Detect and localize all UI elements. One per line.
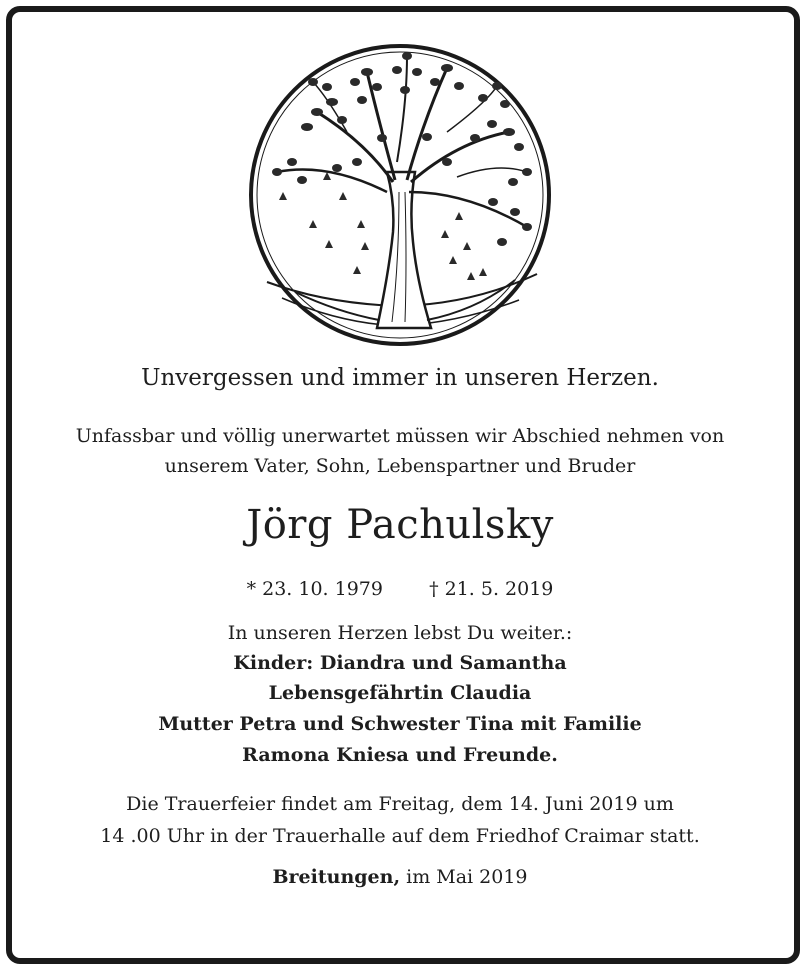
mourners-intro: In unseren Herzen lebst Du weiter.: — [227, 622, 573, 644]
birth-date: * 23. 10. 1979 — [246, 578, 383, 600]
intro-line-1: Unfassbar und völlig unerwartet müssen wir Abschied nehmen von — [75, 425, 725, 447]
life-dates — [0, 578, 800, 600]
tree-of-life-icon — [247, 42, 553, 348]
mourner-line-1: Kinder: Diandra und Samantha — [233, 652, 567, 674]
motto: Unvergessen und immer in unseren Herzen. — [141, 365, 659, 391]
mourner-line-4: Ramona Kniesa und Freunde. — [242, 744, 558, 766]
mourner-line-3: Mutter Petra und Schwester Tina mit Familie — [158, 713, 642, 735]
place-and-date — [0, 866, 800, 888]
intro-line-2: unserem Vater, Sohn, Lebenspartner und Bruder — [164, 455, 636, 477]
ceremony-line-2: 14 .00 Uhr in der Trauerhalle auf dem Friedhof Craimar statt. — [100, 825, 700, 847]
deceased-name: Jörg Pachulsky — [246, 502, 554, 548]
death-date: † 21. 5. 2019 — [429, 578, 554, 600]
date: im Mai 2019 — [406, 866, 528, 888]
ceremony-line-1: Die Trauerfeier findet am Freitag, dem 14. Juni 2019 um — [126, 793, 674, 815]
mourner-line-2: Lebensgefährtin Claudia — [268, 682, 532, 704]
place: Breitungen, — [272, 866, 401, 888]
